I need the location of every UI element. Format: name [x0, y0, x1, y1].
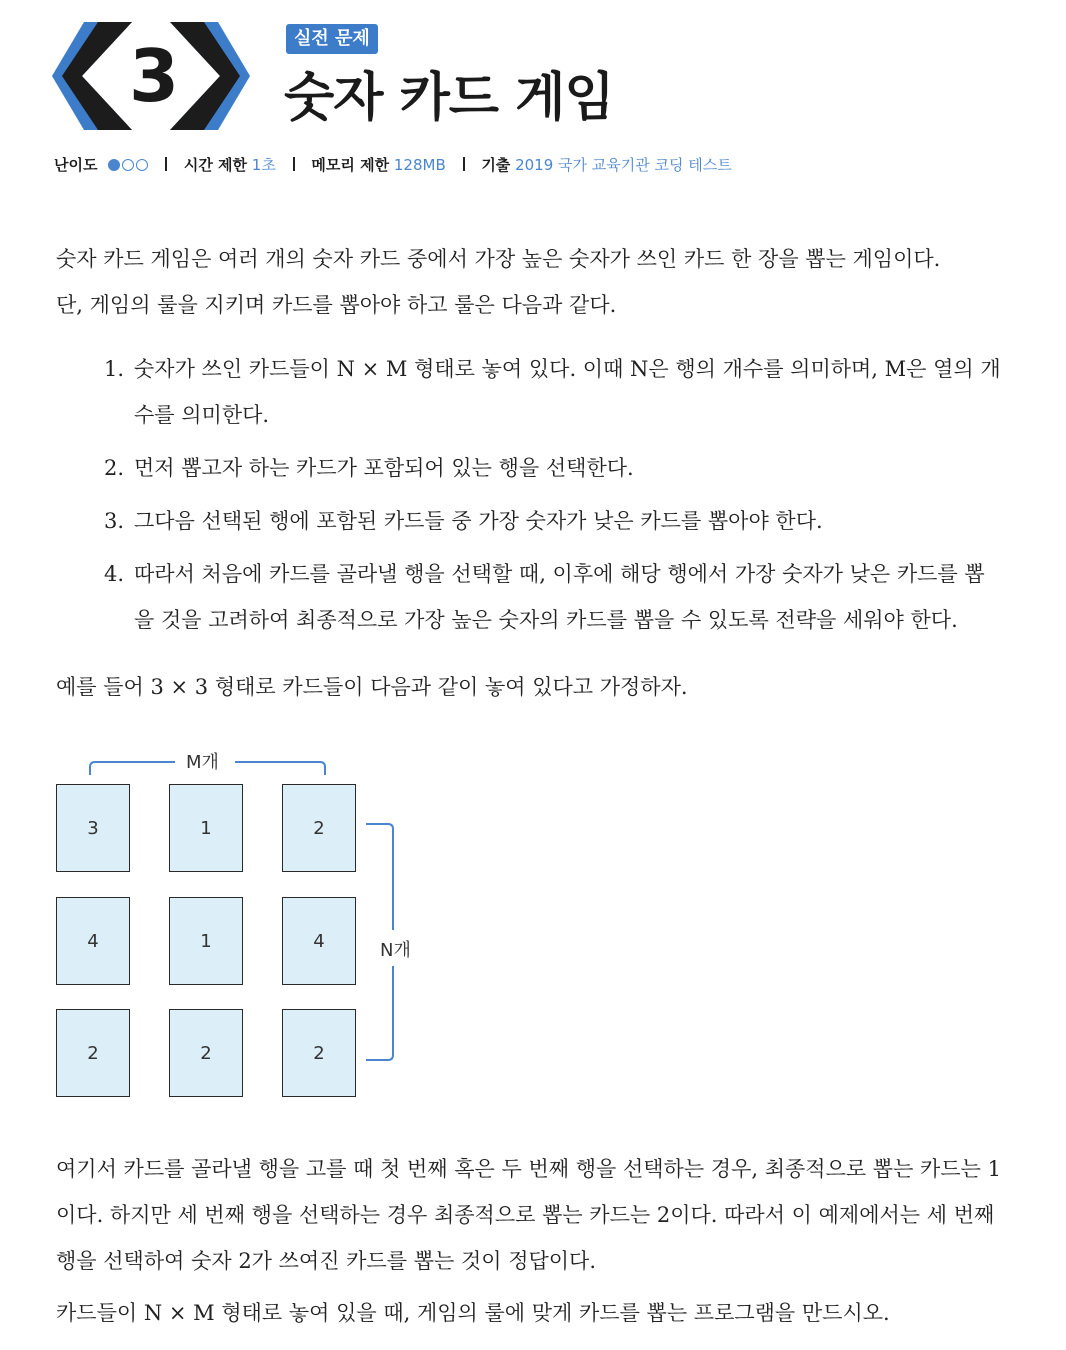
intro-line-2: 단, 게임의 룰을 지키며 카드를 뽑아야 하고 룰은 다음과 같다. [56, 293, 617, 317]
chapter-number: 3 [128, 34, 180, 118]
card: 1 [169, 784, 243, 872]
divider [463, 157, 465, 171]
list-item [104, 346, 1004, 438]
card-grid-diagram [50, 740, 430, 1110]
page-title: 숫자 카드 게임 [284, 68, 614, 128]
difficulty-dot-empty-icon [136, 159, 148, 171]
card: 2 [56, 1009, 130, 1097]
m-count-label: M개 [186, 752, 219, 773]
card: 2 [282, 784, 356, 872]
memory-limit-label: 메모리 제한 [311, 156, 390, 174]
rule-text: 숫자가 쓰인 카드들이 N × M 형태로 놓여 있다. 이때 N은 행의 개수를 의미하며, M은 열의 개수를 의미한다. [134, 357, 1001, 427]
card: 2 [282, 1009, 356, 1097]
rule-number: 3. [104, 509, 125, 533]
intro-paragraph [56, 236, 1006, 328]
difficulty-dot-empty-icon [122, 159, 134, 171]
rule-number: 1. [104, 357, 125, 381]
rule-text: 먼저 뽑고자 하는 카드가 포함되어 있는 행을 선택한다. [134, 456, 634, 480]
rules-list [104, 346, 1004, 650]
list-item [104, 498, 1004, 544]
intro-line-1: 숫자 카드 게임은 여러 개의 숫자 카드 중에서 가장 높은 숫자가 쓰인 카드 한 장을 뽑는 게임이다. [56, 247, 941, 271]
memory-limit-value: 128MB [393, 156, 446, 174]
card: 3 [56, 784, 130, 872]
divider [293, 157, 295, 171]
source-value: 2019 국가 교육기관 코딩 테스트 [515, 156, 732, 174]
rule-text: 그다음 선택된 행에 포함된 카드들 중 가장 숫자가 낮은 카드를 뽑아야 한다. [134, 509, 823, 533]
difficulty-label: 난이도 [54, 156, 98, 174]
difficulty-rating [108, 159, 148, 171]
n-count-label: N개 [380, 940, 411, 961]
time-limit-label: 시간 제한 [183, 156, 248, 174]
rule-number: 4. [104, 562, 125, 586]
source-label: 기출 [481, 156, 511, 174]
card: 2 [169, 1009, 243, 1097]
explanation-paragraph: 여기서 카드를 골라낼 행을 고를 때 첫 번째 혹은 두 번째 행을 선택하는 경우, 최종적으로 뽑는 카드는 1이다. 하지만 세 번째 행을 선택하는 경우 최종적으로 뽑는 카드는 2이다. 따라서 이 예제에서는 세 번째 행을 선택하여 숫자 2가 쓰여진 카드를 뽑는 것이 정답이다. [56, 1157, 1001, 1273]
difficulty-dot-filled-icon [108, 159, 120, 171]
card: 1 [169, 897, 243, 985]
list-item [104, 551, 1004, 643]
time-limit-value: 1초 [251, 156, 276, 174]
example-intro: 예를 들어 3 × 3 형태로 카드들이 다음과 같이 놓여 있다고 가정하자. [56, 675, 688, 699]
rule-text: 따라서 처음에 카드를 골라낼 행을 선택할 때, 이후에 해당 행에서 가장 숫자가 낮은 카드를 뽑을 것을 고려하여 최종적으로 가장 높은 숫자의 카드를 뽑을 수 있도록 전략을 세워야 한다. [134, 562, 985, 632]
divider [165, 157, 167, 171]
rule-number: 2. [104, 456, 125, 480]
card: 4 [282, 897, 356, 985]
card: 4 [56, 897, 130, 985]
task-statement: 카드들이 N × M 형태로 놓여 있을 때, 게임의 룰에 맞게 카드를 뽑는 프로그램을 만드시오. [56, 1301, 890, 1325]
chapter-badge [52, 22, 252, 130]
problem-tag: 실전 문제 [286, 24, 378, 54]
problem-meta [54, 153, 732, 177]
list-item [104, 445, 1004, 491]
